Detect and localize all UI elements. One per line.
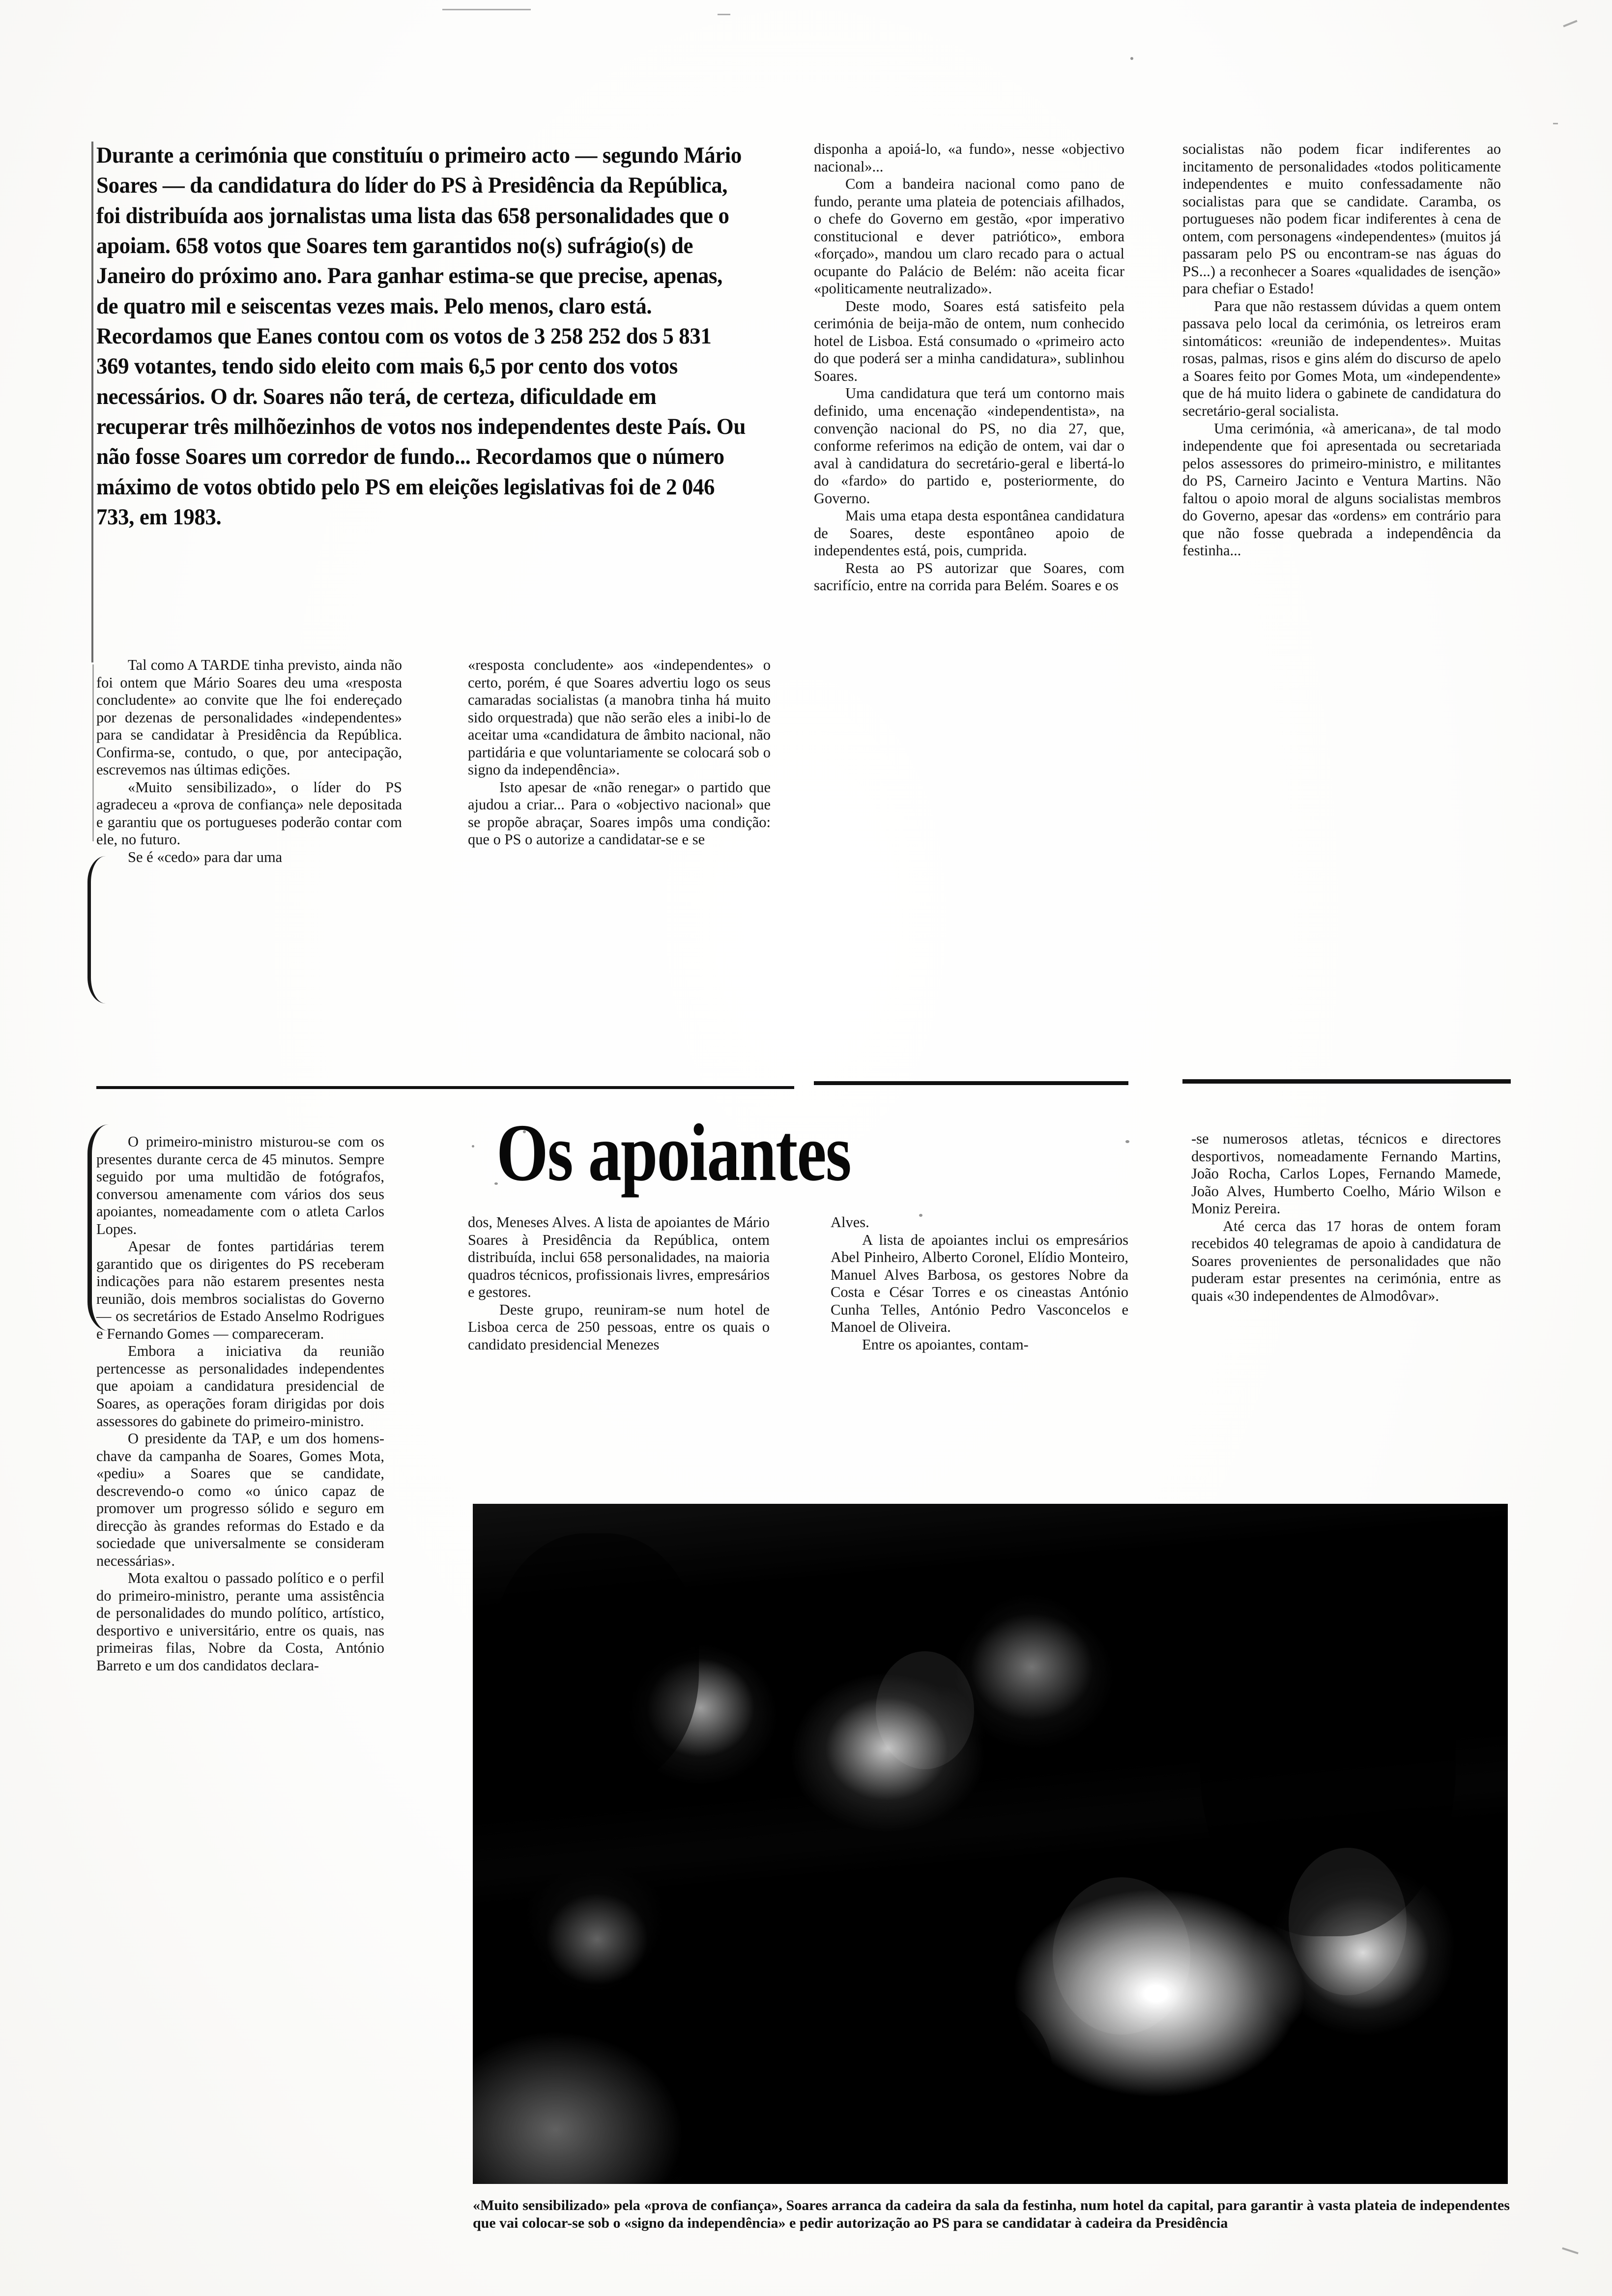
scan-artifact — [1562, 2247, 1579, 2254]
section-divider-right — [1182, 1079, 1511, 1084]
paragraph: socialistas não podem ficar indiferentes ao incitamento de personalidades «todos politicamente independentes e muito confessadamente não socialistas para que se candidate. Caramba, os portugueses não podem ficar indiferentes à cena de ontem, com personagens «independentes» (muitos já passaram pelo PS ou encontram-se nas águas do PS...) a reconhecer a Soares «qualidades de isenção» para chefiar o Estado! — [1182, 141, 1501, 297]
paragraph: dos, Meneses Alves. A lista de apoiantes de Mário Soares à Presidência da República, ontem distribuída, inclui 658 personalidades, na maioria quadros técnicos, profissionais livres, empresários e gestores. — [468, 1214, 770, 1301]
scan-speck — [1130, 57, 1133, 60]
lower-column-2 — [468, 1214, 770, 1353]
upper-column-3 — [814, 141, 1124, 595]
section-divider-left — [96, 1086, 794, 1089]
paragraph: -se numerosos atletas, técnicos e directores desportivos, nomeadamente Fernando Martins, João Rocha, Carlos Lopes, Fernando Mamede, João Alves, Humberto Coelho, Mário Wilson e Moniz Pereira. — [1191, 1130, 1501, 1217]
photo-highlight — [876, 1651, 974, 1769]
lower-column-3 — [831, 1214, 1128, 1353]
photo-shadow — [492, 1533, 699, 1789]
paragraph: Uma cerimónia, «à americana», de tal modo independente que foi apresentada ou secretariada pelos assessores do primeiro-ministro, e militantes do PS, Carneiro Jacinto e Ventura Martins. Não faltou o apoio moral de alguns socialistas membros do Governo, apesar das «ordens» em contrário para que não fosse quebrada a independência da festinha... — [1182, 420, 1501, 559]
paragraph: Até cerca das 17 horas de ontem foram recebidos 40 telegramas de apoio à candidatura de Soares provenientes de personalidades que não puderam estar presentes na cerimónia, entre as quais «30 independentes de Almodôvar». — [1191, 1217, 1501, 1304]
scan-artifact — [718, 14, 730, 15]
scan-speck — [1125, 1140, 1129, 1143]
photo-highlight — [1053, 1877, 1190, 2035]
scan-speck — [472, 1145, 474, 1148]
paragraph: Uma candidatura que terá um contorno mais definido, uma encenação «independentista», na convenção nacional do PS, no dia 27, que, conforme referimos na edição de ontem, vai dar o aval à candidatura do secretário-geral e libertá-lo do «fardo» do partido e, posteriormente, do Governo. — [814, 385, 1124, 507]
paragraph: «Muito sensibilizado», o líder do PS agradeceu a «prova de confiança» nele depositada e garantiu que os portugueses poderão contar com ele, no futuro. — [96, 778, 402, 848]
article-lead-paragraph: Durante a cerimónia que constituíu o primeiro acto — segundo Mário Soares — da candidatura do líder do PS à Presidência da República, foi distribuída aos jornalistas uma lista das 658 personalidades que o apoiam. 658 votos que Soares tem garantidos no(s) sufrágio(s) de Janeiro do próximo ano. Para ganhar estima-se que precise, apenas, de quatro mil e seiscentas vezes mais. Pelo menos, claro está. Recordamos que Eanes contou com os votos de 3 258 252 dos 5 831 369 votantes, tendo sido eleito com mais 6,5 por cento dos votos necessários. O dr. Soares não terá, de certeza, dificuldade em recuperar três milhõezinhos de votos nos independentes deste País. Ou não fosse Soares um corredor de fundo... Recordamos que o número máximo de votos obtido pelo PS em eleições legislativas foi de 2 046 733, em 1983. — [96, 143, 746, 530]
paragraph: Deste modo, Soares está satisfeito pela cerimónia de beija-mão de ontem, num conhecido hotel de Lisboa. Está consumado o «primeiro acto do que poderá ser a minha candidatura», sublinhou Soares. — [814, 297, 1124, 384]
photo-caption: «Muito sensibilizado» pela «prova de confiança», Soares arranca da cadeira da sala da festinha, num hotel da capital, para garantir à vasta plateia de independentes que vai colocar-se sob o «signo da independência» e pedir autorização ao PS para se candidatar à cadeira da Presidência — [473, 2197, 1510, 2231]
article-photograph — [473, 1504, 1508, 2184]
upper-column-4 — [1182, 141, 1501, 560]
upper-column-1 — [96, 657, 402, 866]
column-rule-left-lower — [92, 664, 94, 841]
paragraph: Mota exaltou o passado político e o perfil do primeiro-ministro, perante uma assistência de personalidades do mundo político, artístico, desportivo e universitário, entre os quais, nas primeiras filas, Nobre da Costa, António Barreto e um dos candidatos declara- — [96, 1570, 384, 1674]
lower-column-1 — [96, 1133, 384, 1674]
section-divider-center — [814, 1081, 1128, 1085]
section-headline: Os apoiantes — [496, 1107, 851, 1198]
paragraph: Mais uma etapa desta espontânea candidatura de Soares, deste espontâneo apoio de independentes está, pois, cumprida. — [814, 507, 1124, 559]
paragraph: Embora a iniciativa da reunião pertencesse as personalidades independentes que apoiam a candidatura presidencial de Soares, as operações foram dirigidas por dois assessores do gabinete do primeiro-ministro. — [96, 1343, 384, 1430]
paragraph: «resposta concludente» aos «independentes» o certo, porém, é que Soares advertiu logo os seus camaradas socialistas (a manobra tinha há muito sido orquestrada) que não serão eles a inibi-lo de aceitar uma «candidatura de âmbito nacional, não partidária e que voluntariamente se colocará sob o signo da independência». — [468, 657, 771, 778]
bracket-mark-upper — [87, 856, 106, 1004]
paragraph: Isto apesar de «não renegar» o partido que ajudou a criar... Para o «objectivo nacional» que se propõe abraçar, Soares impôs uma condição: que o PS o autorize a candidatar-se e se — [468, 778, 771, 848]
paragraph: Para que não restassem dúvidas a quem ontem passava pelo local da cerimónia, os letreiros eram sintomáticos: «reunião de independentes». Muitas rosas, palmas, risos e gins além do discurso de apelo a Soares feito por Gomes Mota, um «independente» que de há muito lidera o gabinete de candidatura do secretário-geral socialista. — [1182, 297, 1501, 419]
photo-highlight — [1289, 1848, 1407, 1995]
paragraph: Tal como A TARDE tinha previsto, ainda não foi ontem que Mário Soares deu uma «resposta concludente» ao convite que lhe foi endereçado por dezenas de personalidades «independentes» para se candidatar à Presidência da República. Confirma-se, contudo, o que, por antecipação, escrevemos nas últimas edições. — [96, 657, 402, 778]
paragraph: disponha a apoiá-lo, «a fundo», nesse «objectivo nacional»... — [814, 141, 1124, 175]
paragraph: Deste grupo, reuniram-se num hotel de Lisboa cerca de 250 pessoas, entre os quais o candidato presidencial Menezes — [468, 1301, 770, 1353]
paragraph: O primeiro-ministro misturou-se com os presentes durante cerca de 45 minutos. Sempre seguido por uma multidão de fotógrafos, conversou amenamente com vários dos seus apoiantes, nomeadamente com o atleta Carlos Lopes. — [96, 1133, 384, 1237]
scan-artifact — [442, 9, 531, 10]
upper-column-2 — [468, 657, 771, 849]
column-rule-left — [91, 142, 93, 662]
paragraph: O presidente da TAP, e um dos homens-chave da campanha de Soares, Gomes Mota, «pediu» a Soares que se candidate, descrevendo-o como «o único capaz de promover um progresso sólido e seguro em direcção às grandes reformas do Estado e da sociedade que universalmente se consideram necessárias». — [96, 1430, 384, 1569]
paragraph: Resta ao PS autorizar que Soares, com sacrifício, entre na corrida para Belém. Soares e os — [814, 559, 1124, 594]
scan-artifact — [1553, 123, 1558, 124]
paragraph: Alves. — [831, 1214, 869, 1231]
paragraph: Com a bandeira nacional como pano de fundo, perante uma plateia de potenciais afilhados, o chefe do Governo em gestão, «por imperativo constitucional e dever patriótico», embora «forçado», mandou um claro recado para o actual ocupante do Palácio de Belém: não aceita ficar «politicamente neutralizado». — [814, 175, 1124, 297]
paragraph: A lista de apoiantes inclui os empresários Abel Pinheiro, Alberto Coronel, Elídio Monteiro, Manuel Alves Barbosa, os gestores Nobre da Costa e César Torres e os cineastas António Cunha Telles, António Pedro Vasconcelos e Manoel de Oliveira. — [831, 1231, 1128, 1336]
photo-shadow — [817, 1985, 1053, 2182]
scan-artifact — [1563, 20, 1577, 28]
paragraph: Apesar de fontes partidárias terem garantido que os dirigentes do PS receberam indicações para não estarem presentes nesta reunião, dois membros socialistas do Governo — os secretários de Estado Anselmo Rodrigues e Fernando Gomes — compareceram. — [96, 1238, 384, 1342]
lower-column-4 — [1191, 1130, 1501, 1305]
paragraph: Entre os apoiantes, contam- — [862, 1336, 1029, 1353]
paragraph: Se é «cedo» para dar uma — [128, 848, 283, 865]
